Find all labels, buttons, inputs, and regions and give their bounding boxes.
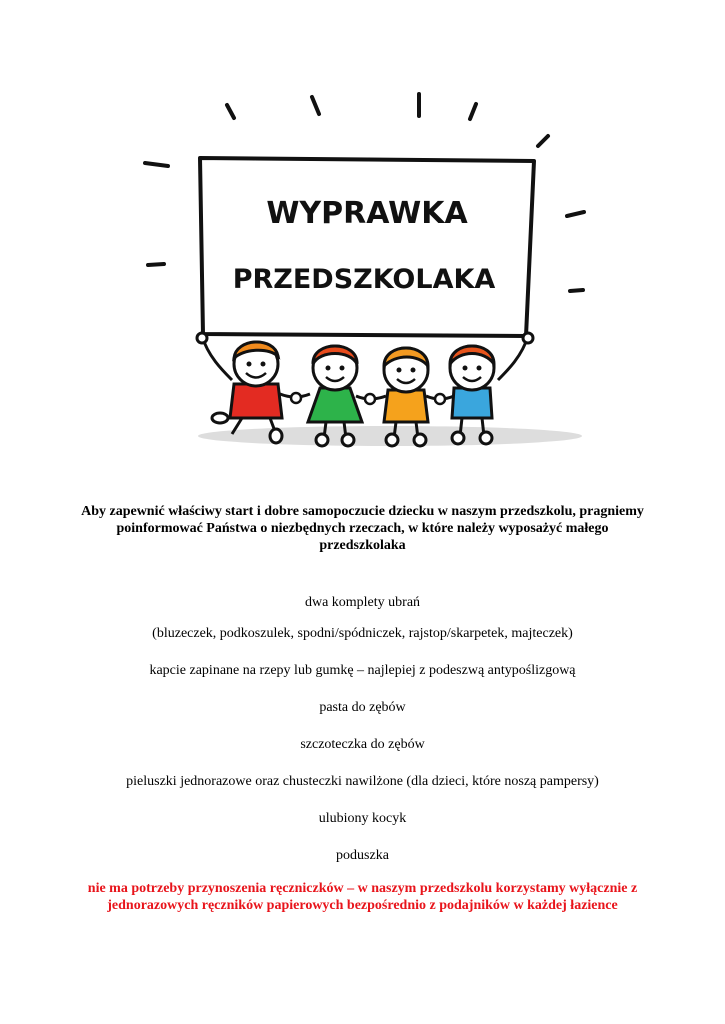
list-item: poduszka — [336, 848, 389, 863]
towel-note: nie ma potrzeby przynoszenia ręczniczków – w naszym przedszkolu korzystamy wyłącznie z jednorazowych ręczników papierowych bezpośrednio z podajników w każdej łazience — [87, 881, 638, 913]
kids-holding-sign-illustration — [130, 88, 600, 460]
list-item: dwa komplety ubrań — [304, 595, 421, 610]
list-item: szczoteczka do zębów — [300, 737, 425, 752]
list-item: kapcie zapinane na rzepy lub gumkę – najlepiej z podeszwą antypoślizgową — [149, 663, 576, 678]
sign-line-2: PRZEDSZKOLAKA — [232, 264, 496, 295]
list-item: (bluzeczek, podkoszulek, spodni/spódniczek, rajstop/skarpetek, majteczek) — [152, 626, 573, 641]
list-item: ulubiony kocyk — [318, 811, 407, 826]
sign-board — [200, 158, 534, 336]
list-item: pieluszki jednorazowe oraz chusteczki nawilżone (dla dzieci, które noszą pampersy) — [126, 774, 599, 789]
kid-red — [212, 342, 282, 443]
sign-line-1: WYPRAWKA — [266, 196, 468, 231]
supply-list — [40, 594, 685, 884]
intro-paragraph: Aby zapewnić właściwy start i dobre samopoczucie dziecku w naszym przedszkolu, pragniemy poinformować Państwa o niezbędnych rzeczach, w które należy wyposażyć małego przedszkolaka — [81, 504, 644, 553]
list-item: pasta do zębów — [319, 700, 406, 715]
